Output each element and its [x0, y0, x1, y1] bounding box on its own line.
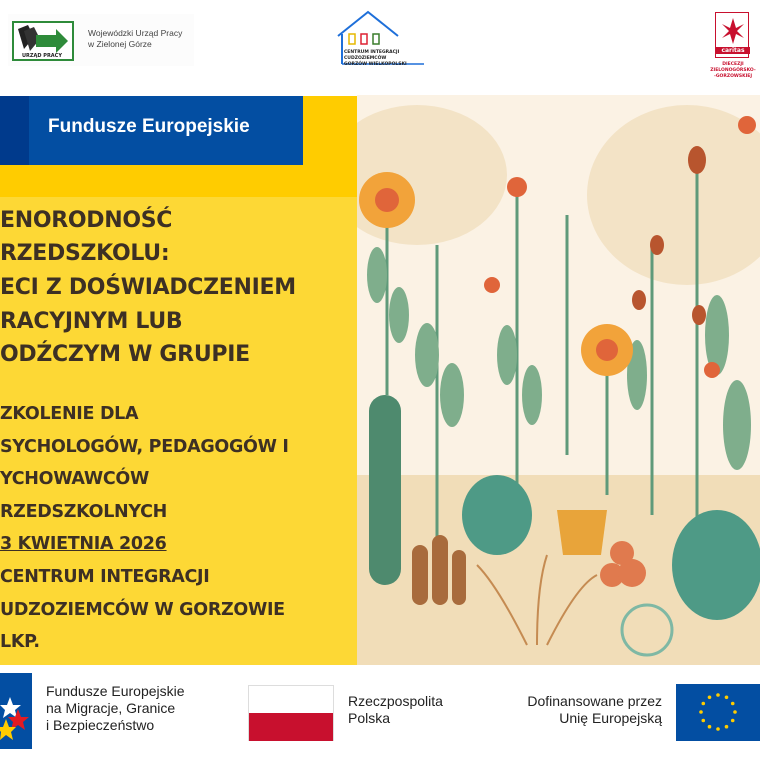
eu-star: [701, 702, 705, 706]
fe-footer-line1: Fundusze Europejskie: [46, 683, 185, 699]
title-line: RZEDSZKOLU:: [0, 241, 170, 266]
caritas-sub1: DIECEZJI: [722, 62, 744, 67]
caritas-sub3: -GORZOWSKIEJ: [713, 74, 753, 79]
place-line: CENTRUM INTEGRACJI: [0, 567, 210, 587]
eu-star: [701, 719, 705, 723]
caritas-logo: [710, 12, 756, 78]
eu-star: [725, 725, 729, 729]
caritas-name: caritas: [716, 47, 750, 54]
eu-line1: Dofinansowane przez: [527, 693, 662, 709]
wup-name-line2: w Zielonej Górze: [88, 39, 152, 49]
title-line: ECI Z DOŚWIADCZENIEM: [0, 275, 296, 300]
fe-footer-line2: na Migracje, Granice: [46, 700, 176, 716]
fe-emblem-icon: [0, 673, 32, 749]
logo-bar: [0, 0, 760, 95]
cic-line2: GORZÓW WIELKOPOLSKI: [344, 62, 407, 67]
eu-star: [731, 702, 735, 706]
detail-line: YCHOWAWCÓW: [0, 469, 150, 489]
rp-line2: Polska: [348, 710, 391, 726]
eu-star: [708, 695, 712, 699]
fe-emblem-edge: [0, 96, 29, 165]
detail-line: RZEDSZKOLNYCH: [0, 502, 168, 522]
banner-label: Fundusze Europejskie: [48, 116, 250, 137]
rp-line1: Rzeczpospolita: [348, 693, 443, 709]
title-line: RACYJNYM LUB: [0, 309, 183, 334]
plants-illustration: [357, 95, 760, 665]
eu-line2: Unię Europejską: [559, 710, 662, 726]
cic-line1: CENTRUM INTEGRACJI CUDZOZIEMCÓW: [344, 50, 400, 61]
wup-logo: [8, 14, 194, 66]
place-line: UDZOZIEMCÓW W GORZOWIE: [0, 600, 285, 620]
fe-footer-line3: i Bezpieczeństwo: [46, 717, 155, 733]
eu-star: [733, 710, 737, 714]
eu-star: [716, 727, 720, 731]
eu-star: [699, 710, 703, 714]
eu-star: [716, 693, 720, 697]
eu-star: [708, 725, 712, 729]
cic-logo: [332, 6, 428, 68]
polish-flag-icon: [248, 685, 334, 741]
caritas-sub2: ZIELONOGÓRSKO-: [710, 68, 756, 73]
svg-text:URZĄD PRACY: URZĄD PRACY: [22, 53, 62, 59]
footer-logos: [0, 665, 760, 760]
urzad-pracy-emblem: [12, 21, 74, 61]
title-line: ODŹCZYM W GRUPIE: [0, 342, 250, 367]
detail-line: SYCHOLOGÓW, PEDAGOGÓW I: [0, 437, 289, 457]
eu-flag-icon: [676, 684, 760, 741]
eu-star: [725, 695, 729, 699]
place-line: LKP.: [0, 632, 40, 652]
wup-name-line1: Wojewódzki Urząd Pracy: [88, 28, 183, 38]
title-line: ENORODNOŚĆ: [0, 208, 173, 233]
event-date: 3 KWIETNIA 2026: [0, 534, 167, 554]
detail-line: ZKOLENIE DLA: [0, 404, 139, 424]
eu-star: [731, 719, 735, 723]
